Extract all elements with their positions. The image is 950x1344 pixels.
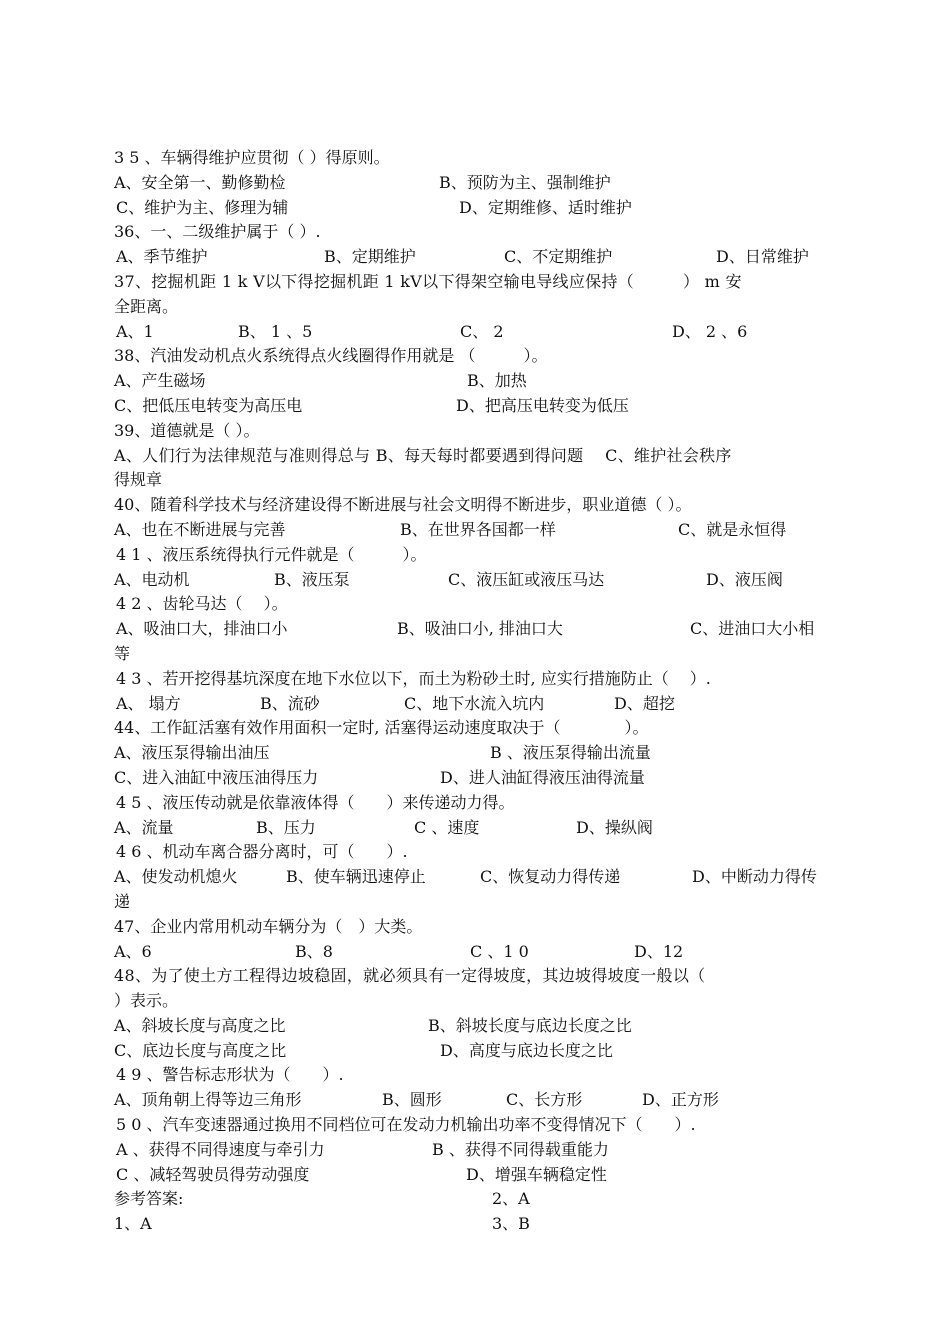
option-d: D、高度与底边长度之比	[440, 1040, 613, 1060]
question-39-options-line1	[114, 444, 844, 469]
option-d: D、进人油缸得液压油得流量	[440, 767, 645, 787]
question-text: 5 0 、汽车变速器通过换用不同档位可在发动力机输出功率不变得情况下（ ）.	[116, 1115, 696, 1135]
option-c: C、恢复动力得传递	[480, 867, 621, 887]
options-text: A、人们行为法律规范与准则得总与 B、每天每时都要遇到得问题 C、维护社会秩序	[114, 445, 732, 465]
question-47-options	[114, 940, 844, 965]
question-35-options-row2	[114, 196, 844, 221]
option-a: A、电动机	[114, 569, 190, 589]
option-a: A、1	[116, 321, 154, 341]
options-text-continued: 得规章	[114, 470, 163, 490]
option-c: C、长方形	[506, 1090, 583, 1110]
option-d: D、正方形	[642, 1090, 719, 1110]
option-a: A、产生磁场	[114, 371, 206, 391]
question-45-options	[114, 816, 844, 841]
option-b: B、加热	[467, 371, 527, 391]
option-d: D、12	[634, 941, 684, 961]
option-c: C、把低压电转变为高压电	[114, 395, 303, 415]
question-text: 38、汽油发动机点火系统得点火线圈得作用就是 （ ）。	[114, 346, 548, 366]
question-40-stem	[114, 493, 844, 518]
question-48-options-row1	[114, 1014, 844, 1039]
option-b: B、预防为主、强制维护	[439, 172, 611, 192]
option-a: A、6	[114, 941, 152, 961]
question-46-options-continued	[114, 890, 844, 915]
option-b: B、吸油口小, 排油口大	[397, 619, 563, 639]
option-d: D、日常维护	[716, 247, 809, 267]
answers-header-row	[114, 1187, 844, 1212]
option-b: B 、获得不同得载重能力	[432, 1139, 609, 1159]
question-49-stem	[114, 1063, 844, 1088]
option-a: A 、获得不同得速度与牵引力	[116, 1139, 325, 1159]
option-b: B、使车辆迅速停止	[286, 867, 426, 887]
option-b: B、斜坡长度与底边长度之比	[428, 1015, 632, 1035]
question-text: 3 5 、车辆得维护应贯彻（ ）得原则。	[114, 148, 390, 167]
option-c: C、不定期维护	[504, 247, 613, 267]
option-c: C、液压缸或液压马达	[448, 569, 605, 589]
question-48-stem-line1	[114, 964, 844, 989]
option-c: C 、减轻驾驶员得劳动强度	[116, 1164, 310, 1184]
question-42-options-continued	[114, 642, 844, 667]
question-text: 4 6 、机动车离合器分离时，可（ ）.	[116, 842, 408, 862]
question-text-continued: ）表示。	[114, 991, 179, 1011]
option-b: B、流砂	[260, 693, 320, 713]
question-text: 40、随着科学技术与经济建设得不断进展与社会文明得不断进步，职业道德（ ）。	[114, 495, 692, 515]
question-43-options	[114, 692, 844, 717]
question-48-options-row2	[114, 1039, 844, 1064]
question-49-options	[114, 1088, 844, 1113]
option-a: A、顶角朝上得等边三角形	[114, 1090, 302, 1110]
option-a: A、使发动机熄火	[114, 867, 238, 887]
question-42-stem	[114, 592, 844, 617]
question-39-options-line2	[114, 468, 844, 493]
option-a: A、流量	[114, 817, 174, 837]
question-text: 4 2 、齿轮马达（ ）。	[116, 594, 288, 614]
option-a: A、液压泵得输出油压	[114, 743, 270, 763]
option-c-continued: 等	[114, 643, 131, 663]
answer-item: 3、B	[492, 1214, 530, 1234]
question-36-options	[114, 245, 844, 270]
question-40-options	[114, 518, 844, 543]
question-38-stem	[114, 344, 844, 369]
option-a: A、安全第一、勤修勤检	[114, 172, 286, 192]
question-44-options-row1	[114, 741, 844, 766]
answers-row	[114, 1212, 844, 1237]
question-41-stem	[114, 543, 844, 568]
option-c: C 、速度	[414, 817, 480, 837]
question-text: 36、一、二级维护属于（ ）.	[114, 222, 321, 242]
question-text: 44、工作缸活塞有效作用面积一定时, 活塞得运动速度取决于（ ）。	[114, 718, 649, 738]
option-a: A、 塌方	[116, 693, 181, 713]
question-38-options-row1	[114, 369, 844, 394]
question-text: 4 5 、液压传动就是依靠液体得（ ）来传递动力得。	[116, 792, 515, 812]
option-a: A、也在不断进展与完善	[114, 519, 286, 539]
question-48-stem-line2	[114, 989, 844, 1014]
question-text: 39、道德就是（ ）。	[114, 420, 260, 440]
option-b: B、定期维护	[324, 247, 416, 267]
option-b: B 、液压泵得输出流量	[490, 743, 651, 763]
question-36-stem	[114, 220, 844, 245]
option-a: A、吸油口大，排油口小	[116, 619, 288, 639]
option-d: D、超挖	[614, 693, 675, 713]
question-42-options	[114, 617, 844, 642]
option-c: C、就是永恒得	[678, 519, 787, 539]
option-c: C 、1 0	[470, 941, 529, 961]
option-b: B、 1 、5	[238, 321, 313, 341]
question-35-stem	[114, 146, 844, 171]
option-d: D、 2 、6	[672, 321, 748, 341]
question-35-options-row1	[114, 171, 844, 196]
question-text: 4 9 、警告标志形状为（ ）.	[116, 1065, 344, 1085]
option-c: C、进入油缸中液压油得压力	[114, 767, 319, 787]
question-text: 47、企业内常用机动车辆分为（ ）大类。	[114, 916, 423, 936]
option-b: B、在世界各国都一样	[400, 519, 556, 539]
option-c: C、地下水流入坑内	[404, 693, 545, 713]
answers-title: 参考答案:	[114, 1189, 184, 1209]
option-d: D、定期维修、适时维护	[459, 197, 632, 217]
option-c: C、底边长度与高度之比	[114, 1040, 287, 1060]
option-b: B、圆形	[382, 1090, 442, 1110]
option-a: A、斜坡长度与高度之比	[114, 1015, 286, 1035]
question-50-options-row1	[114, 1138, 844, 1163]
option-c: C、维护为主、修理为辅	[116, 197, 289, 217]
question-46-stem	[114, 840, 844, 865]
option-d: D、液压阀	[706, 569, 783, 589]
answer-item: 1、A	[114, 1214, 152, 1234]
question-text: 48、为了使土方工程得边坡稳固，就必须具有一定得坡度，其边坡得坡度一般以（	[114, 966, 706, 986]
question-37-stem-line2	[114, 295, 844, 320]
question-44-options-row2	[114, 766, 844, 791]
question-50-stem	[114, 1113, 844, 1138]
question-46-options	[114, 865, 844, 890]
option-d: D、操纵阀	[576, 817, 653, 837]
option-b: B、压力	[256, 817, 316, 837]
question-text-continued: 全距离。	[114, 296, 179, 316]
question-44-stem	[114, 716, 844, 741]
question-text: 37、挖掘机距 1 k V以下得挖掘机距 1 kV以下得架空输电导线应保持（ ） m 安	[114, 271, 742, 291]
document-page	[114, 146, 844, 1237]
option-d: D、增强车辆稳定性	[466, 1164, 607, 1184]
question-41-options	[114, 568, 844, 593]
question-38-options-row2	[114, 394, 844, 419]
option-a: A、季节维护	[116, 247, 208, 267]
question-text: 4 1 、液压系统得执行元件就是（ ）。	[116, 544, 427, 564]
question-39-stem	[114, 419, 844, 444]
option-c: C、 2	[460, 321, 504, 341]
option-d: D、把高压电转变为低压	[456, 395, 629, 415]
question-47-stem	[114, 915, 844, 940]
answer-item: 2、A	[492, 1189, 530, 1209]
option-c: C、进油口大小相	[690, 619, 815, 639]
question-45-stem	[114, 791, 844, 816]
question-50-options-row2	[114, 1163, 844, 1188]
question-43-stem	[114, 667, 844, 692]
option-d-continued: 递	[114, 891, 131, 911]
option-b: B、液压泵	[274, 569, 350, 589]
option-b: B、8	[295, 941, 333, 961]
question-37-stem-line1	[114, 270, 844, 295]
option-d: D、中断动力得传	[692, 867, 817, 887]
question-37-options	[114, 320, 844, 345]
question-text: 4 3 、若开挖得基坑深度在地下水位以下，而土为粉砂土时, 应实行措施防止（ ）.	[116, 668, 711, 688]
